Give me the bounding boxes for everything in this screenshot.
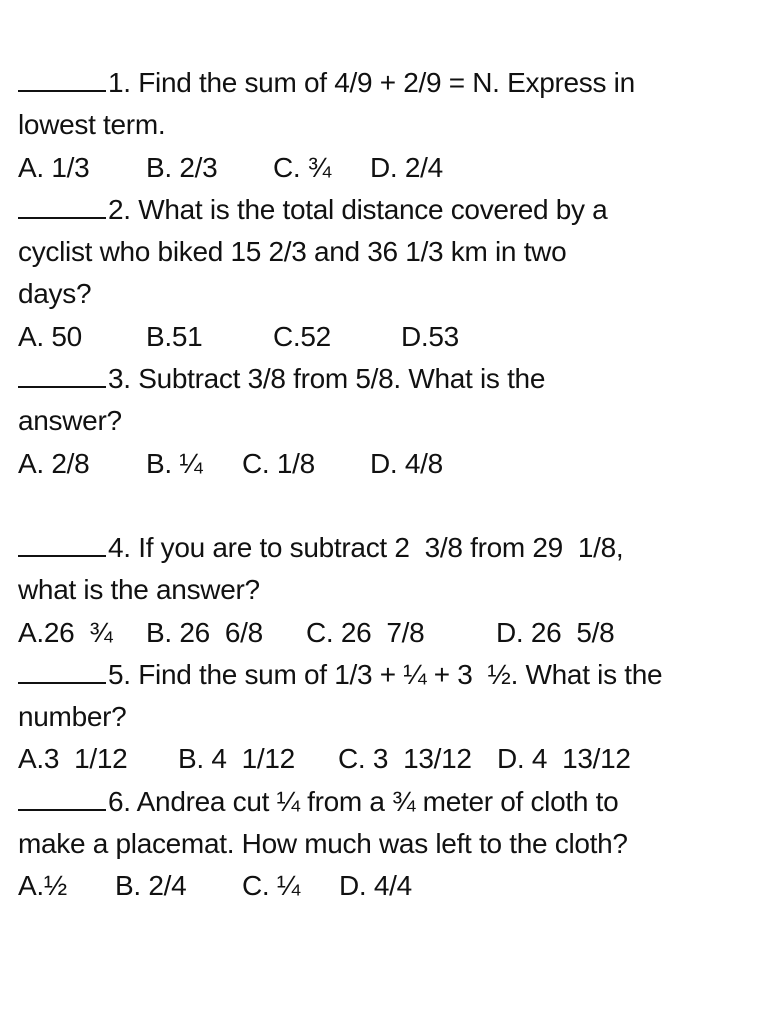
choice-d: D.53 [401,320,459,352]
question-text: 5. Find the sum of 1/3 + ¼ + 3 ½. What is the [108,658,663,690]
question-1-choices [18,147,758,189]
question-3-line-2: answer? [18,405,122,437]
question-3 [18,358,758,485]
answer-blank-3[interactable] [18,362,106,388]
answer-blank-4[interactable] [18,531,106,557]
choice-d: D. 2/4 [370,151,443,183]
choice-d: D. 4/8 [370,447,443,479]
choice-a: A.26 ¾ [18,616,113,648]
choice-b: B. 4 1/12 [178,743,295,775]
question-1-line-2: lowest term. [18,109,166,141]
choice-a: A. 2/8 [18,447,90,479]
question-6-line-1 [18,781,758,823]
question-2-line-3: days? [18,278,92,310]
question-text: 2. What is the total distance covered by a [108,193,608,225]
choice-a: A. 1/3 [18,151,90,183]
question-5-choices [18,738,758,780]
question-5-line-2: number? [18,701,127,733]
choice-c: C. ¼ [242,870,300,902]
question-1-line-1 [18,62,758,104]
question-3-line-1 [18,358,758,400]
question-4 [18,527,758,654]
choice-d: D. 26 5/8 [496,616,615,648]
answer-blank-5[interactable] [18,658,106,684]
answer-blank-1[interactable] [18,66,106,92]
question-5 [18,654,758,781]
choice-c: C.52 [273,320,331,352]
question-6 [18,781,758,908]
choice-a: A. 50 [18,320,82,352]
question-text: 3. Subtract 3/8 from 5/8. What is the [108,363,546,395]
question-4-line-2: what is the answer? [18,574,260,606]
question-2 [18,189,758,358]
choice-c: C. 1/8 [242,447,315,479]
blank-line [18,485,758,527]
choice-d: D. 4/4 [339,870,412,902]
question-2-choices [18,316,758,358]
choice-c: C. 3 13/12 [338,743,472,775]
question-text: 4. If you are to subtract 2 3/8 from 29 1/8, [108,531,624,563]
choice-b: B.51 [146,320,203,352]
question-4-line-1 [18,527,758,569]
answer-blank-2[interactable] [18,193,106,219]
question-2-line-2: cyclist who biked 15 2/3 and 36 1/3 km in two [18,236,567,268]
choice-d: D. 4 13/12 [497,743,631,775]
choice-c: C. 26 7/8 [306,616,425,648]
choice-b: B. ¼ [146,447,203,479]
worksheet [18,62,758,908]
choice-c: C. ¾ [273,151,331,183]
question-6-line-2: make a placemat. How much was left to the cloth? [18,828,628,860]
question-6-choices [18,865,758,907]
question-2-line-1 [18,189,758,231]
choice-a: A.½ [18,870,67,902]
question-4-choices [18,612,758,654]
question-5-line-1 [18,654,758,696]
question-text: 1. Find the sum of 4/9 + 2/9 = N. Express in [108,67,635,98]
choice-a: A.3 1/12 [18,743,128,775]
choice-b: B. 26 6/8 [146,616,263,648]
question-3-choices [18,443,758,485]
choice-b: B. 2/4 [115,870,187,902]
question-1 [18,62,758,189]
choice-b: B. 2/3 [146,151,218,183]
question-text: 6. Andrea cut ¼ from a ¾ meter of cloth to [108,785,619,817]
answer-blank-6[interactable] [18,785,106,811]
